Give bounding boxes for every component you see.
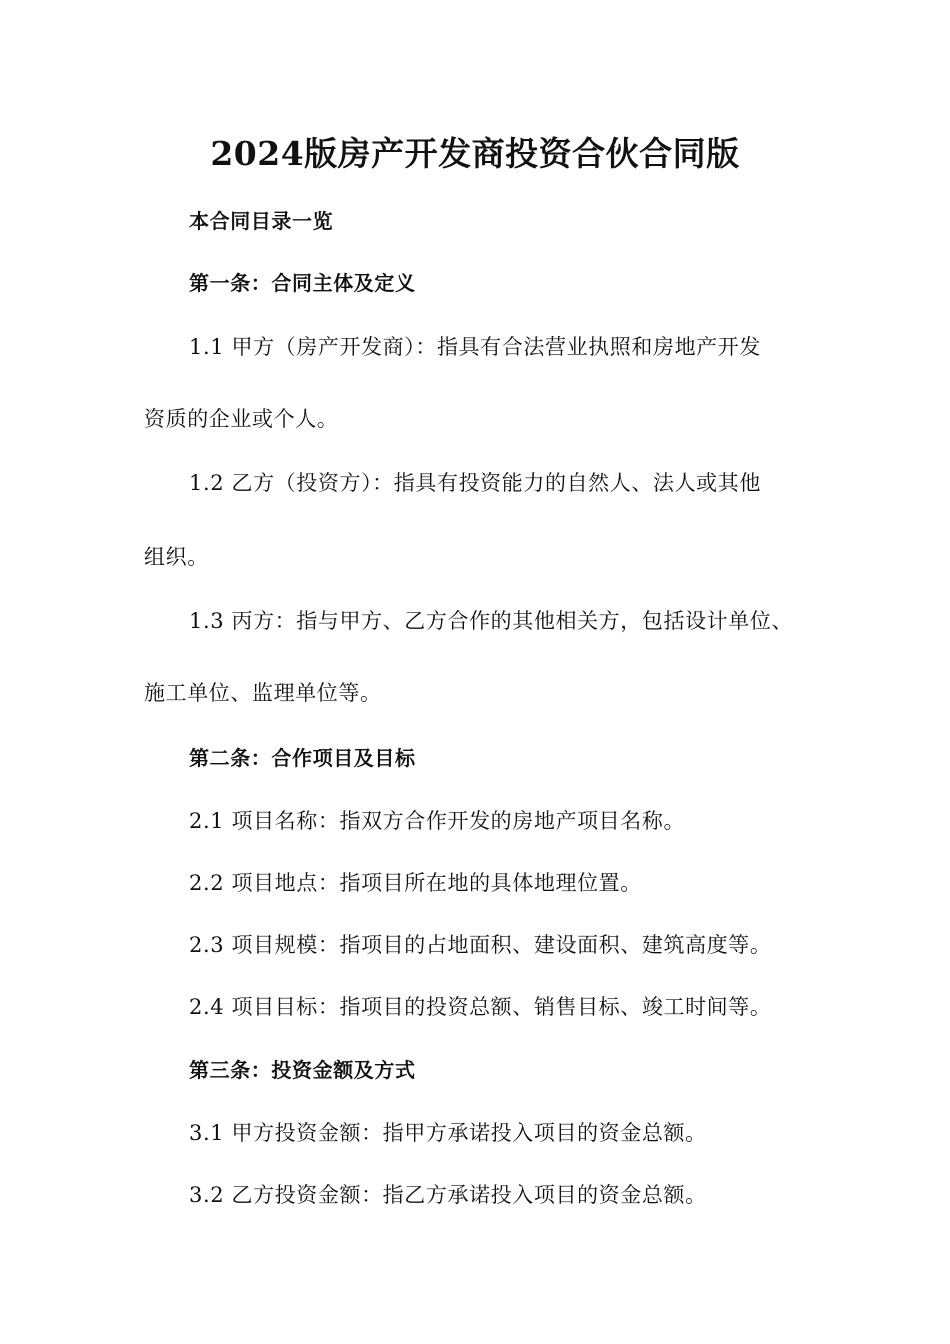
clause-1-3-line-2: 施工单位、监理单位等。 [144,681,382,705]
article-3-heading: 第三条：投资金额及方式 [189,1058,416,1082]
clause-2-1: 2.1 项目名称：指双方合作开发的房地产项目名称。 [189,809,686,833]
clause-1-2-line-1: 1.2 乙方（投资方）：指具有投资能力的自然人、法人或其他 [189,471,761,495]
clause-2-4: 2.4 项目目标：指项目的投资总额、销售目标、竣工时间等。 [189,995,772,1019]
article-1-heading: 第一条：合同主体及定义 [189,271,416,295]
clause-1-1-line-2: 资质的企业或个人。 [144,407,339,431]
clause-3-1: 3.1 甲方投资金额：指甲方承诺投入项目的资金总额。 [189,1121,707,1145]
clause-2-3: 2.3 项目规模：指项目的占地面积、建设面积、建筑高度等。 [189,933,772,957]
clause-1-1-line-1: 1.1 甲方（房产开发商）：指具有合法营业执照和房地产开发 [189,335,761,359]
clause-2-2: 2.2 项目地点：指项目所在地的具体地理位置。 [189,871,642,895]
article-2-heading: 第二条：合作项目及目标 [189,746,416,770]
toc-heading: 本合同目录一览 [189,209,334,233]
clause-1-2-line-2: 组织。 [144,545,209,569]
document-title: 2024版房产开发商投资合伙合同版 [210,134,740,173]
clause-3-2: 3.2 乙方投资金额：指乙方承诺投入项目的资金总额。 [189,1183,707,1207]
clause-1-3-line-1: 1.3 丙方：指与甲方、乙方合作的其他相关方，包括设计单位、 [189,609,794,633]
